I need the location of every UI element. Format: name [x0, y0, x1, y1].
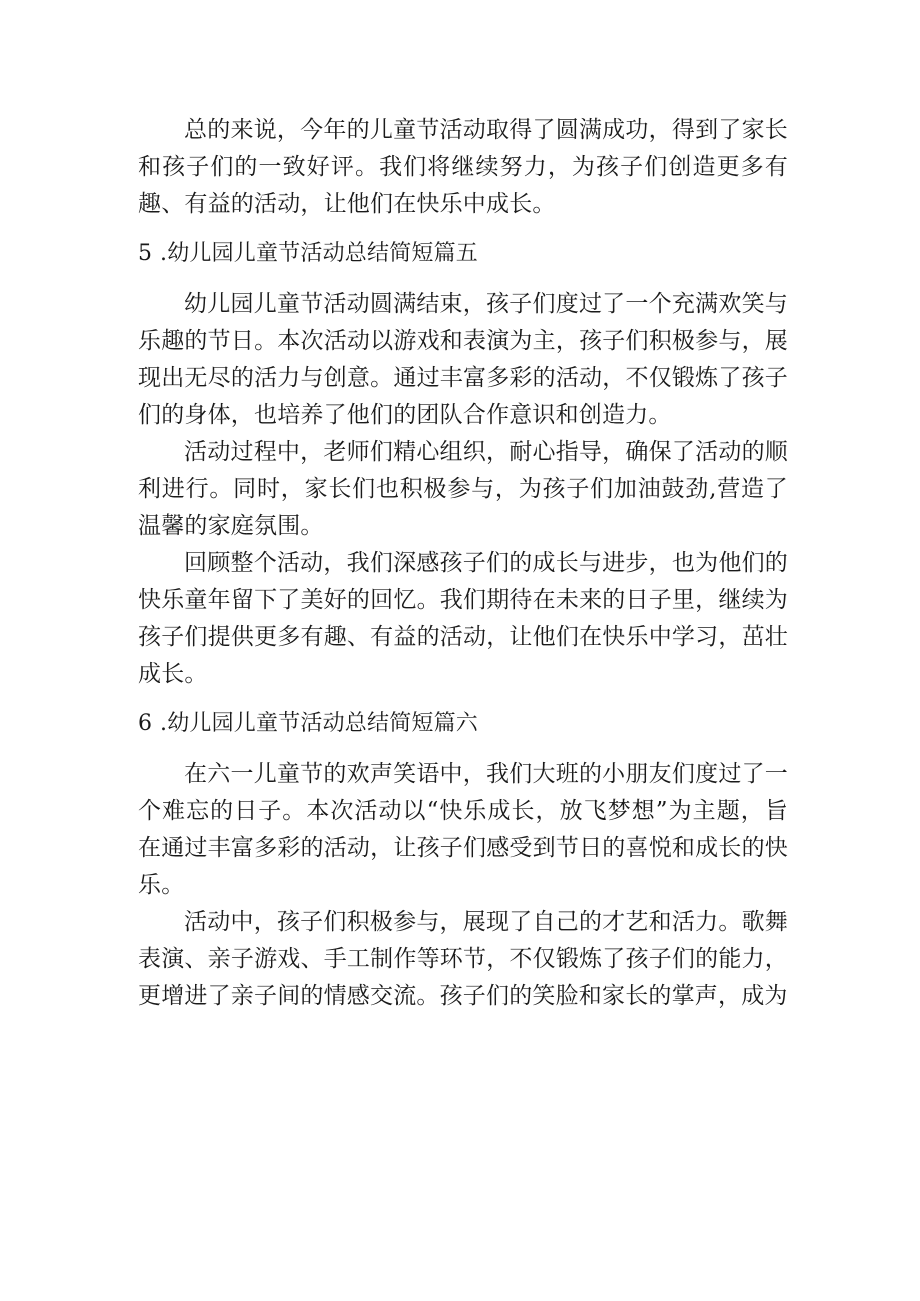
paragraph-intro: 总的来说，今年的儿童节活动取得了圆满成功，得到了家长和孩子们的一致好评。我们将继续努力，为孩子们创造更多有趣、有益的活动，让他们在快乐中成长。: [138, 117, 788, 217]
section-6-paragraph-1: 在六一儿童节的欢声笑语中，我们大班的小朋友们度过了一个难忘的日子。本次活动以“快乐成长，放飞梦想”为主题，旨在通过丰富多彩的活动，让孩子们感受到节日的喜悦和成长的快乐。: [138, 761, 788, 898]
section-5-paragraph-1: 幼儿园儿童节活动圆满结束，孩子们度过了一个充满欢笑与乐趣的节日。本次活动以游戏和表演为主，孩子们积极参与，展现出无尽的活力与创意。通过丰富多彩的活动，不仅锻炼了孩子们的身体，也培养了他们的团队合作意识和创造力。: [138, 291, 788, 428]
section-5-paragraph-2: 活动过程中，老师们精心组织，耐心指导，确保了活动的顺利进行。同时，家长们也积极参与，为孩子们加油鼓劲,营造了温馨的家庭氛围。: [138, 439, 788, 539]
section-5-heading: [138, 223, 788, 286]
section-6-title: .幼儿园儿童节活动总结简短篇六: [160, 711, 478, 736]
section-6-paragraph-2: 活动中，孩子们积极参与，展现了自己的才艺和活力。歌舞表演、亲子游戏、手工制作等环节，不仅锻炼了孩子们的能力，更增进了亲子间的情感交流。孩子们的笑脸和家长的掌声，成为: [138, 909, 788, 1009]
section-5-title: .幼儿园儿童节活动总结简短篇五: [160, 241, 478, 266]
section-5-number: 5: [138, 241, 153, 266]
document-body: [138, 112, 788, 1015]
section-6-heading: [138, 693, 788, 756]
section-5-paragraph-3: 回顾整个活动，我们深感孩子们的成长与进步，也为他们的快乐童年留下了美好的回忆。我们期待在未来的日子里，继续为孩子们提供更多有趣、有益的活动，让他们在快乐中学习，茁壮成长。: [138, 550, 788, 687]
section-6-number: 6: [138, 711, 153, 736]
